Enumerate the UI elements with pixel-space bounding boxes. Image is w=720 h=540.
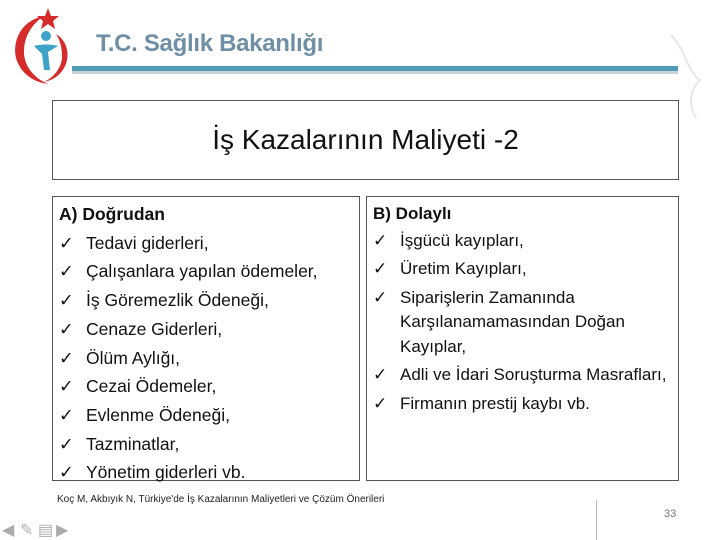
prev-slide-icon[interactable]: ◀ [2,522,15,539]
checkmark-icon: ✓ [59,347,74,368]
indirect-costs-box [366,196,679,481]
checkmark-icon: ✓ [59,232,74,253]
list-item: ✓ Cenaze Giderleri, [59,315,359,344]
indirect-costs-list [373,229,678,417]
checkmark-icon: ✓ [373,230,388,250]
checkmark-icon: ✓ [59,318,74,339]
ministry-name: T.C. Sağlık Bakanlığı [96,30,324,57]
edit-icon[interactable]: ✎ [20,522,34,539]
list-item: ✓ Evlenme Ödeneği, [59,401,359,430]
title-box [52,100,679,180]
list-item: ✓ Siparişlerin Zamanında Karşılanamamasından Doğan Kayıplar, [373,288,625,356]
list-item: ✓ Firmanın prestij kaybı vb. [373,392,678,416]
checkmark-icon: ✓ [373,288,388,308]
checkmark-icon: ✓ [59,376,74,397]
direct-costs-heading: A) Doğrudan [59,204,165,224]
checkmark-icon: ✓ [373,365,388,385]
slide-nav-controls[interactable] [2,520,69,539]
checkmark-icon: ✓ [59,404,74,425]
list-item: ✓ İşgücü kayıpları, [373,229,678,253]
list-item: ✓ Tazminatlar, [59,430,359,459]
indirect-costs-heading: B) Dolaylı [373,204,452,223]
direct-costs-box [52,196,360,481]
checkmark-icon: ✓ [59,290,74,311]
list-item: ✓ Adli ve İdari Soruşturma Masrafları, [373,363,678,387]
list-item: ✓ Çalışanlara yapılan ödemeler, [59,257,359,286]
list-item: ✓ Cezai Ödemeler, [59,372,359,401]
next-slide-icon[interactable]: ▶ [56,522,69,539]
checkmark-icon: ✓ [373,394,388,414]
reference-citation: Koç M, Akbıyık N, Türkiye'de İş Kazalarının Maliyetleri ve Çözüm Önerileri [57,494,385,505]
footer-divider [596,500,597,540]
list-item: ✓ Üretim Kayıpları, [373,257,678,281]
list-item: ✓ Ölüm Aylığı, [59,344,359,373]
list-item: ✓ Tedavi giderleri, [59,229,359,258]
slide-title: İş Kazalarının Maliyeti -2 [212,124,519,155]
list-item: ✓ Yönetim giderleri vb. [59,458,359,487]
menu-icon[interactable]: ▤ [38,522,54,539]
checkmark-icon: ✓ [59,261,74,282]
page-number: 33 [664,508,677,520]
direct-costs-list [59,229,359,487]
checkmark-icon: ✓ [59,462,74,483]
ministry-logo [8,6,82,90]
checkmark-icon: ✓ [59,433,74,454]
checkmark-icon: ✓ [373,259,388,279]
list-item: ✓ İş Göremezlik Ödeneği, [59,286,359,315]
header-rule-shadow [72,71,678,74]
